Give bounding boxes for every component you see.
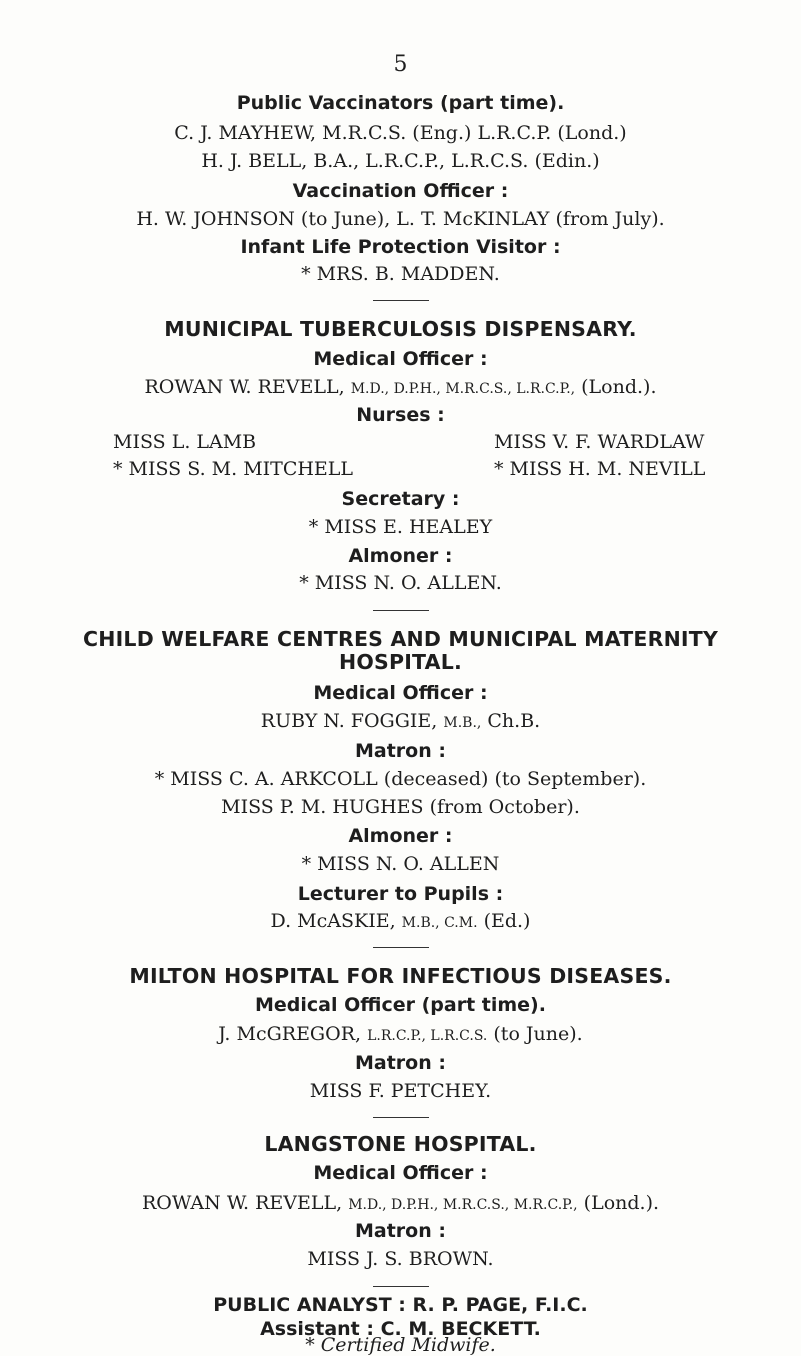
section-divider (373, 610, 429, 611)
milton-medical-officer: J. McGREGOR, L.R.C.P., L.R.C.S. (to June). (218, 1023, 583, 1045)
child-welfare-title-line2: HOSPITAL. (339, 650, 462, 674)
secretary-name: * MISS E. HEALEY (308, 516, 493, 538)
langstone-matron-name: MISS J. S. BROWN. (307, 1248, 494, 1270)
langstone-matron-heading: Matron : (355, 1220, 446, 1242)
infant-life-visitor: * MRS. B. MADDEN. (301, 263, 500, 285)
langstone-medical-officer-heading: Medical Officer : (313, 1162, 488, 1184)
child-welfare-title-line1: CHILD WELFARE CENTRES AND MUNICIPAL MATERNITY (83, 627, 718, 651)
cw-medical-officer: RUBY N. FOGGIE, M.B., Ch.B. (260, 710, 541, 732)
footnote-certified-midwife: * Certified Midwife. (305, 1334, 496, 1356)
vaccinator-bell: H. J. BELL, B.A., L.R.C.P., L.R.C.S. (Edin.) (201, 150, 600, 172)
langstone-medical-officer: ROWAN W. REVELL, M.D., D.P.H., M.R.C.S., M.R.C.P., (Lond.). (141, 1192, 660, 1214)
section-divider (373, 1286, 429, 1287)
cw-almoner-heading: Almoner : (348, 825, 453, 847)
public-analyst: PUBLIC ANALYST : R. P. PAGE, F.I.C. (213, 1294, 588, 1316)
tb-medical-officer: ROWAN W. REVELL, M.D., D.P.H., M.R.C.S., L.R.C.P., (Lond.). (144, 376, 657, 398)
page-number: 5 (393, 52, 408, 77)
cw-matron-arkcoll: * MISS C. A. ARKCOLL (deceased) (to September). (154, 768, 647, 790)
milton-matron-heading: Matron : (355, 1052, 446, 1074)
cw-almoner-name: * MISS N. O. ALLEN (301, 853, 500, 875)
milton-medical-officer-heading: Medical Officer (part time). (255, 994, 546, 1016)
section-divider (373, 947, 429, 948)
cw-matron-hughes: MISS P. M. HUGHES (from October). (221, 796, 580, 818)
tb-almoner-heading: Almoner : (348, 545, 453, 567)
nurse-name: * MISS S. M. MITCHELL (113, 458, 354, 480)
nurses-heading: Nurses : (356, 404, 445, 426)
vaccinator-mayhew: C. J. MAYHEW, M.R.C.S. (Eng.) L.R.C.P. (Lond.) (174, 122, 627, 144)
nurses-row (0, 458, 801, 482)
infant-life-protection-heading: Infant Life Protection Visitor : (240, 236, 561, 258)
analyst-assistant: Assistant : C. M. BECKETT. (260, 1318, 541, 1340)
nurse-name: MISS V. F. WARDLAW (494, 431, 705, 453)
cw-matron-heading: Matron : (355, 740, 446, 762)
nurse-name: MISS L. LAMB (113, 431, 257, 453)
secretary-heading: Secretary : (341, 488, 460, 510)
milton-hospital-title: MILTON HOSPITAL FOR INFECTIOUS DISEASES. (129, 964, 672, 988)
cw-medical-officer-heading: Medical Officer : (313, 682, 488, 704)
section-divider (373, 1117, 429, 1118)
tb-dispensary-title: MUNICIPAL TUBERCULOSIS DISPENSARY. (164, 317, 637, 341)
tb-medical-officer-heading: Medical Officer : (313, 348, 488, 370)
tb-almoner-name: * MISS N. O. ALLEN. (299, 572, 502, 594)
public-vaccinators-heading: Public Vaccinators (part time). (236, 92, 565, 114)
milton-matron-name: MISS F. PETCHEY. (309, 1080, 492, 1102)
section-divider (373, 300, 429, 301)
lecturer-heading: Lecturer to Pupils : (297, 883, 504, 905)
nurse-name: * MISS H. M. NEVILL (494, 458, 706, 480)
lecturer-name: D. McASKIE, M.B., C.M. (Ed.) (270, 910, 531, 932)
langstone-hospital-title: LANGSTONE HOSPITAL. (264, 1132, 537, 1156)
vaccination-officer-heading: Vaccination Officer : (292, 180, 509, 202)
nurses-row (0, 431, 801, 455)
vaccination-officer-names: H. W. JOHNSON (to June), L. T. McKINLAY (from July). (136, 208, 665, 230)
